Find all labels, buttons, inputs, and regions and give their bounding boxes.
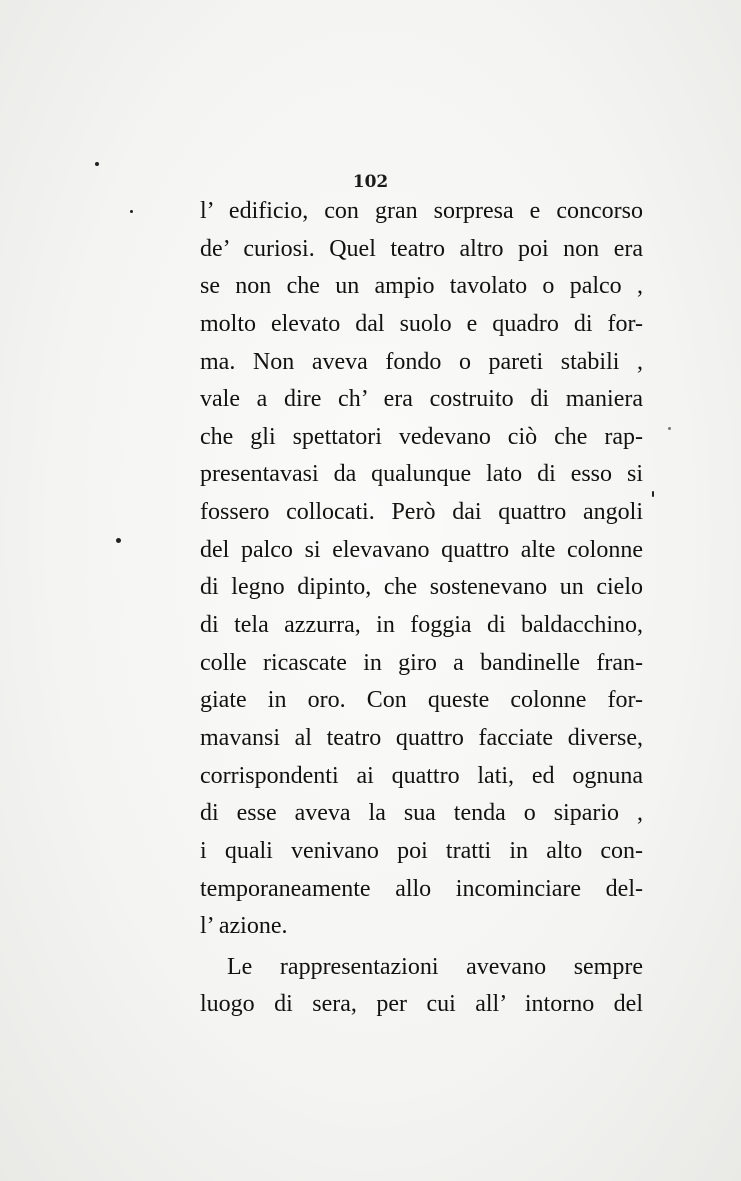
text-line: luogo di sera, per cui all’ intorno del — [200, 991, 643, 1018]
text-line: presentavasi da qualunque lato di esso si — [200, 461, 643, 488]
body-text — [200, 193, 643, 1024]
text-line: i quali venivano poi tratti in alto con- — [200, 837, 643, 864]
text-line: l’ azione. — [200, 913, 288, 940]
text-line: molto elevato dal suolo e quadro di for- — [200, 310, 643, 337]
paragraph — [200, 949, 643, 1024]
text-line: di tela azzurra, in foggia di baldacchino, — [200, 612, 643, 639]
scan-speck — [95, 162, 99, 166]
text-line: fossero collocati. Però dai quattro angoli — [200, 499, 643, 526]
scan-speck — [668, 427, 671, 430]
text-line: di esse aveva la sua tenda o sipario , — [200, 800, 643, 827]
scan-speck — [116, 538, 121, 543]
text-line: che gli spettatori vedevano ciò che rap- — [200, 423, 643, 450]
text-line: Le rappresentazioni avevano sempre — [227, 953, 643, 980]
paragraph — [200, 193, 643, 946]
text-line: de’ curiosi. Quel teatro altro poi non era — [200, 235, 643, 262]
text-line: vale a dire ch’ era costruito di maniera — [200, 386, 643, 413]
text-line: temporaneamente allo incominciare del- — [200, 875, 643, 902]
text-line: del palco si elevavano quattro alte colonne — [200, 536, 643, 563]
scan-speck — [130, 210, 133, 213]
page-number: 102 — [352, 172, 389, 192]
text-line: l’ edificio, con gran sorpresa e concorso — [200, 198, 643, 224]
text-line: se non che un ampio tavolato o palco , — [200, 273, 643, 300]
text-line: di legno dipinto, che sostenevano un cielo — [200, 574, 643, 601]
text-line: colle ricascate in giro a bandinelle fran- — [200, 649, 643, 676]
text-line: mavansi al teatro quattro facciate diverse, — [200, 724, 643, 751]
scan-speck — [652, 491, 654, 497]
text-line: ma. Non aveva fondo o pareti stabili , — [200, 348, 643, 375]
text-line: corrispondenti ai quattro lati, ed ognuna — [200, 762, 643, 789]
text-line: giate in oro. Con queste colonne for- — [200, 687, 643, 714]
